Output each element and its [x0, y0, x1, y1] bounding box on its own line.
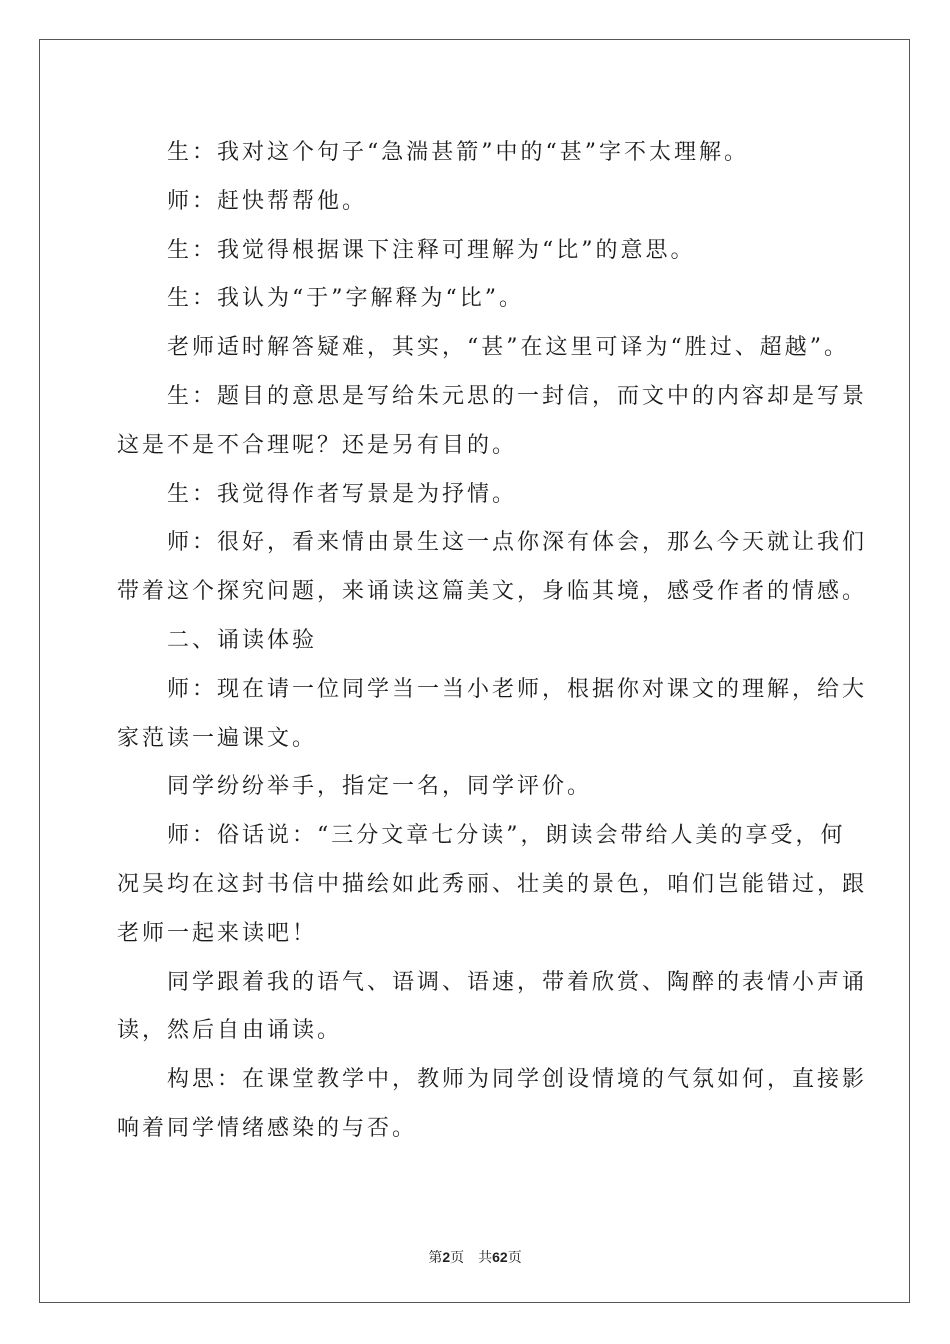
text-line: 生：我对这个句子“急湍甚箭”中的“甚”字不太理解。 — [167, 140, 749, 165]
text-line: 生：我觉得根据课下注释可理解为“比”的意思。 — [167, 237, 696, 263]
page-footer — [0, 1247, 950, 1268]
section-heading: 二、诵读体验 — [167, 627, 318, 653]
text-line: 生：我认为“于”字解释为“比”。 — [167, 286, 524, 312]
text-line: 师：俗话说：“三分文章七分读”，朗读会带给人美的享受，何 — [167, 823, 846, 849]
text-line: 生：我觉得作者写景是为抒情。 — [167, 481, 518, 507]
text-line: 带着这个探究问题，来诵读这篇美文，身临其境，感受作者的情感。 — [117, 579, 868, 605]
text-line: 响着同学情绪感染的与否。 — [117, 1115, 418, 1141]
text-line: 家范读一遍课文。 — [117, 725, 318, 751]
page-prefix: 第 — [428, 1250, 443, 1266]
text-line: 生：题目的意思是写给朱元思的一封信，而文中的内容却是写景 — [167, 383, 868, 409]
text-line: 构思：在课堂教学中，教师为同学创设情境的气氛如何，直接影 — [167, 1067, 868, 1093]
total-pages: 62 — [492, 1249, 508, 1265]
text-line: 师：很好，看来情由景生这一点你深有体会，那么今天就让我们 — [167, 530, 868, 556]
text-line: 老师一起来读吧！ — [117, 920, 318, 946]
total-prefix: 共 — [478, 1250, 493, 1266]
text-line: 师：赶快帮帮他。 — [167, 188, 368, 214]
text-line: 师：现在请一位同学当一当小老师，根据你对课文的理解，给大 — [167, 676, 868, 702]
text-line: 这是不是不合理呢？还是另有目的。 — [117, 432, 518, 458]
document-body — [117, 129, 868, 1154]
page-number: 2 — [442, 1249, 451, 1265]
total-suffix: 页 — [507, 1250, 522, 1266]
text-line: 同学纷纷举手，指定一名，同学评价。 — [167, 774, 593, 800]
text-line: 同学跟着我的语气、语调、语速，带着欣赏、陶醉的表情小声诵 — [167, 969, 868, 995]
text-line: 况吴均在这封书信中描绘如此秀丽、壮美的景色，咱们岂能错过，跟 — [117, 871, 868, 897]
page-suffix: 页 — [450, 1250, 465, 1266]
text-line: 老师适时解答疑难，其实，“甚”在这里可译为“胜过、超越”。 — [167, 335, 849, 361]
text-line: 读，然后自由诵读。 — [117, 1018, 343, 1044]
